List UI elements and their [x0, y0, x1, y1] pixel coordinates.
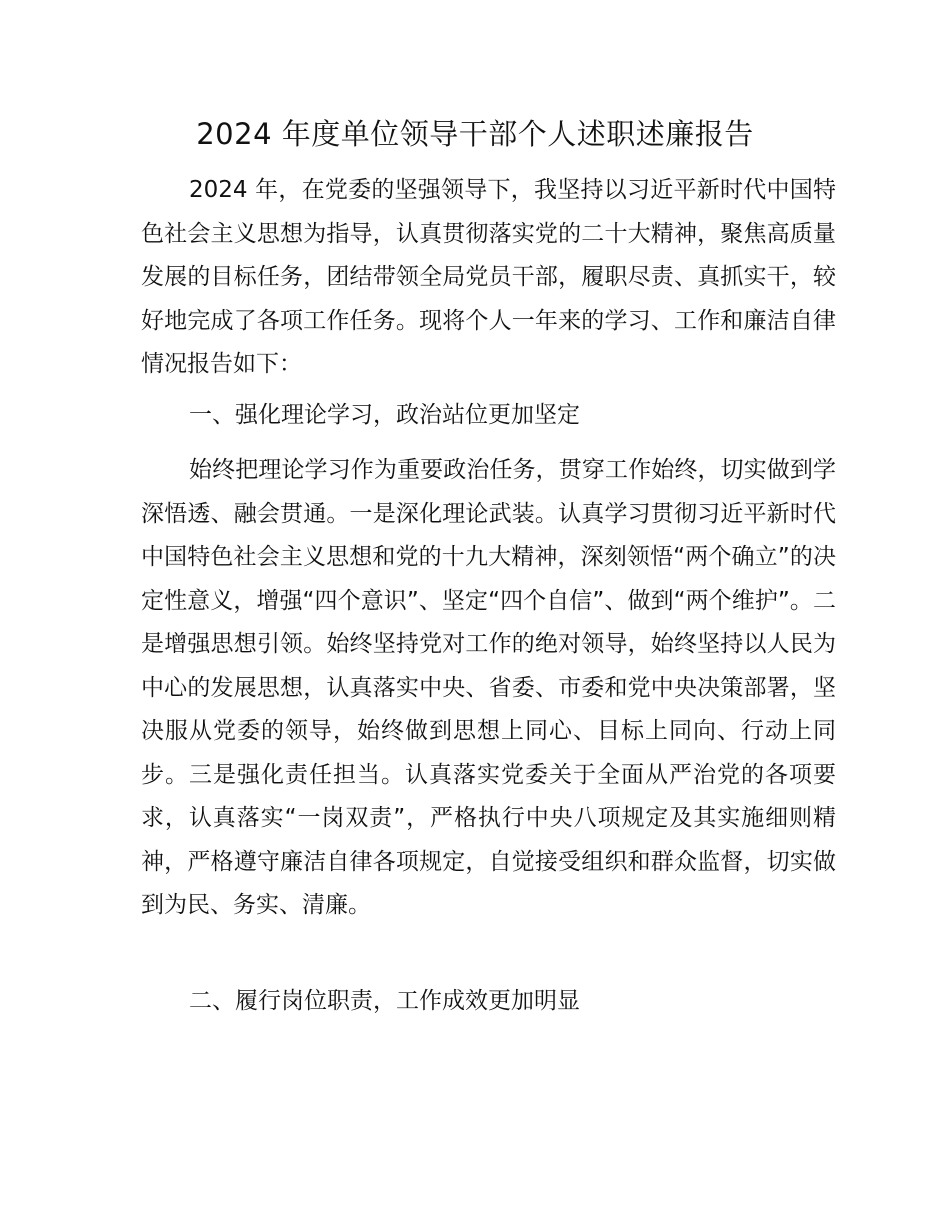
intro-paragraph: 2024 年，在党委的坚强领导下，我坚持以习近平新时代中国特色社会主义思想为指导，认真贯彻落实党的二十大精神，聚焦高质量发展的目标任务，团结带领全局党员干部，履职尽责、真抓实干，较好地完成了各项工作任务。现将个人一年来的学习、工作和廉洁自律情况报告如下：: [141, 177, 836, 377]
section-paragraph-1: 始终把理论学习作为重要政治任务，贯穿工作始终，切实做到学深悟透、融会贯通。一是深化理论武装。认真学习贯彻习近平新时代中国特色社会主义思想和党的十九大精神，深刻领悟“两个确立”的决定性意义，增强“四个意识”、坚定“四个自信”、做到“两个维护”。二是增强思想引领。始终坚持党对工作的绝对领导，始终坚持以人民为中心的发展思想，认真落实中央、省委、市委和党中央决策部署，坚决服从党委的领导，始终做到思想上同心、目标上同向、行动上同步。三是强化责任担当。认真落实党委关于全面从严治党的各项要求，认真落实“一岗双责”，严格执行中央八项规定及其实施细则精神，严格遵守廉洁自律各项规定，自觉接受组织和群众监督，切实做到为民、务实、清廉。: [141, 457, 836, 918]
section-heading-2: 二、履行岗位职责，工作成效更加明显: [189, 988, 580, 1014]
section-heading-1: 一、强化理论学习，政治站位更加坚定: [189, 402, 580, 428]
document-title: 2024 年度单位领导干部个人述职述廉报告: [196, 117, 754, 151]
